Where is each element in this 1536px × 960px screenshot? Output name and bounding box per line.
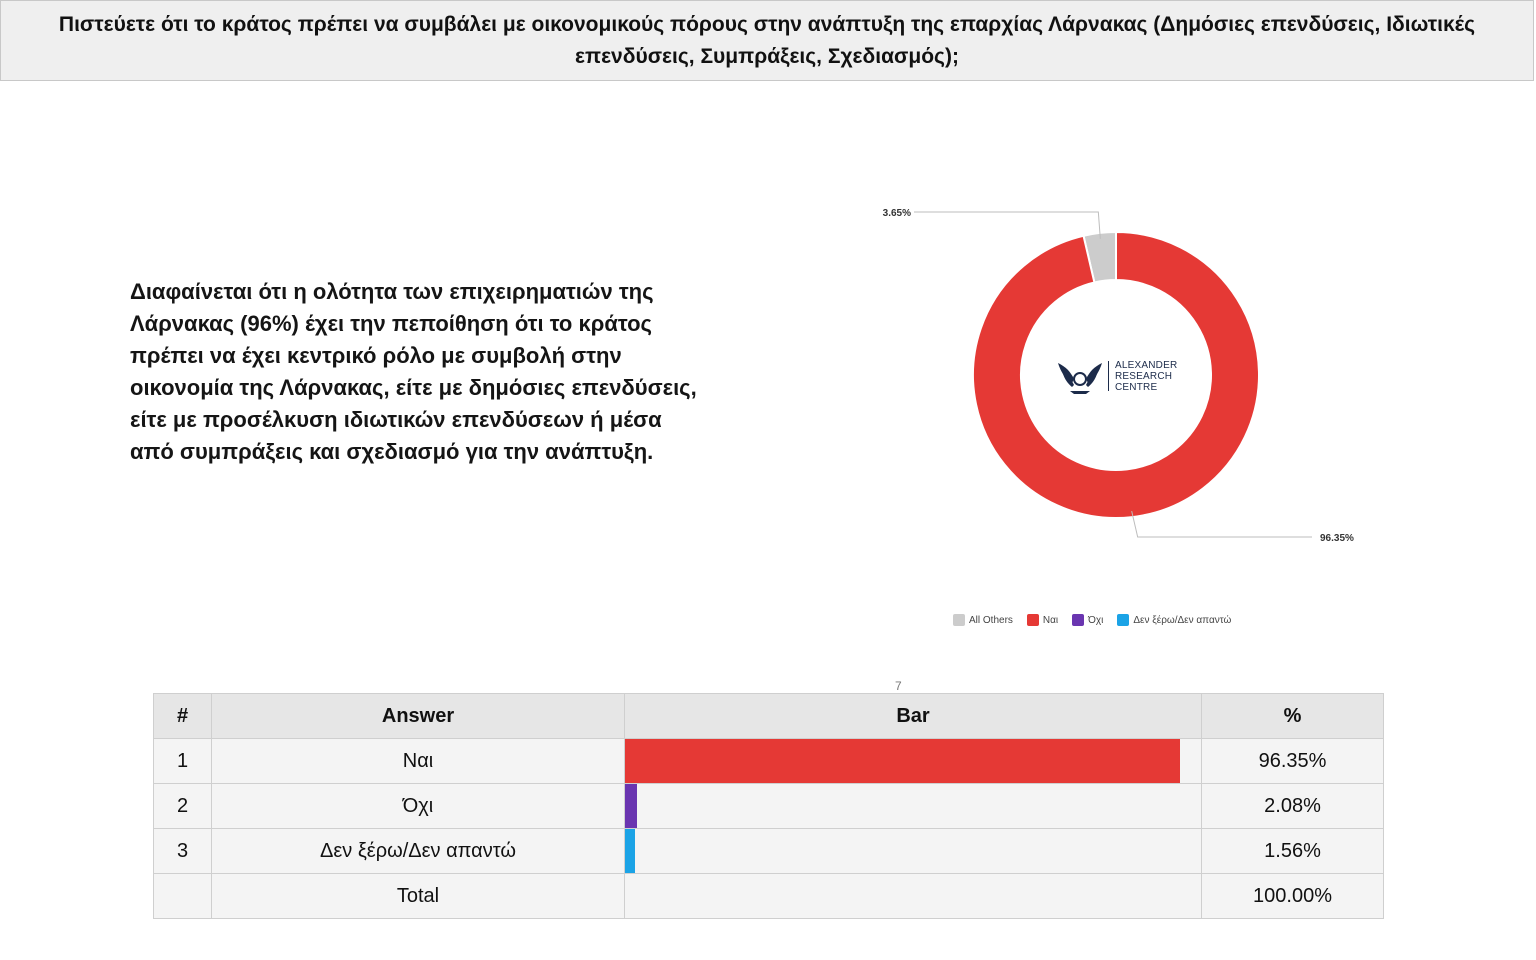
column-header-num: #: [154, 694, 212, 739]
total-label: Total: [212, 874, 625, 919]
logo-line-1: ALEXANDER: [1115, 359, 1178, 371]
logo-divider: [1108, 361, 1109, 391]
legend-label: Δεν ξέρω/Δεν απαντώ: [1133, 614, 1232, 626]
slice-data-label-0: 3.65%: [882, 208, 911, 219]
legend-item: [1117, 614, 1231, 626]
row-answer: Δεν ξέρω/Δεν απαντώ: [212, 829, 625, 874]
logo-wordmark: [1115, 360, 1177, 393]
row-bar-cell: [625, 829, 1202, 874]
row-bar-fill: [625, 829, 635, 873]
logo-line-3: CENTRE: [1115, 381, 1158, 393]
column-header-pct: %: [1202, 694, 1384, 739]
row-bar-fill: [625, 784, 637, 828]
row-pct: 2.08%: [1202, 784, 1384, 829]
donut-chart: [850, 190, 1390, 640]
legend-item: [1072, 614, 1103, 626]
row-bar-fill: [625, 739, 1180, 783]
table-row: [154, 784, 1384, 829]
column-header-bar: Bar: [625, 694, 1202, 739]
legend-swatch: [1027, 614, 1039, 626]
legend-swatch: [1072, 614, 1084, 626]
row-bar-cell: [625, 784, 1202, 829]
legend-item: [953, 614, 1013, 626]
legend-label: All Others: [969, 614, 1013, 626]
row-answer: Ναι: [212, 739, 625, 784]
leader-line-1: [1132, 511, 1312, 537]
row-num: 2: [154, 784, 212, 829]
table-header-row: [154, 694, 1384, 739]
total-bar-cell: [625, 874, 1202, 919]
legend-label: Ναι: [1042, 614, 1059, 626]
row-answer: Όχι: [212, 784, 625, 829]
row-pct: 1.56%: [1202, 829, 1384, 874]
summary-text: Διαφαίνεται ότι η ολότητα των επιχειρηματιών της Λάρνακας (96%) έχει την πεποίθηση ότι το κράτος πρέπει να έχει κεντρικό ρόλο με συμβολή στην οικονομία της Λάρνακας, είτε με δημόσιες επενδύσεις, είτε με προσέλκυση ιδιωτικών επενδύσεων ή μέσα από συμπράξεις και σχεδιασμό για την ανάπτυξη.: [130, 279, 697, 464]
legend-swatch: [1117, 614, 1129, 626]
row-pct: 96.35%: [1202, 739, 1384, 784]
chart-legend: [953, 614, 1231, 626]
row-bar-cell: [625, 739, 1202, 784]
column-header-answer: Answer: [212, 694, 625, 739]
table-total-row: [154, 874, 1384, 919]
legend-swatch: [953, 614, 965, 626]
table-row: [154, 829, 1384, 874]
alexander-research-logo: [1056, 356, 1186, 396]
page-number: 7: [895, 679, 902, 693]
eagle-logo-icon: [1056, 357, 1104, 395]
legend-label: Όχι: [1088, 614, 1104, 626]
total-pct: 100.00%: [1202, 874, 1384, 919]
table-row: [154, 739, 1384, 784]
results-table: [153, 693, 1384, 919]
slice-data-label-1: 96.35%: [1320, 533, 1354, 544]
row-num: 3: [154, 829, 212, 874]
legend-item: [1027, 614, 1058, 626]
donut-chart-svg: [850, 190, 1390, 640]
total-num: [154, 874, 212, 919]
question-title-text: Πιστεύετε ότι το κράτος πρέπει να συμβάλει με οικονομικούς πόρους στην ανάπτυξη της επαρχίας Λάρνακας (Δημόσιες επενδύσεις, Ιδιωτικές επενδύσεις, Συμπράξεις, Σχεδιασμός);: [58, 12, 1476, 68]
logo-line-2: RESEARCH: [1115, 370, 1173, 382]
row-num: 1: [154, 739, 212, 784]
question-title: [0, 0, 1534, 81]
leader-line-0: [914, 212, 1100, 239]
